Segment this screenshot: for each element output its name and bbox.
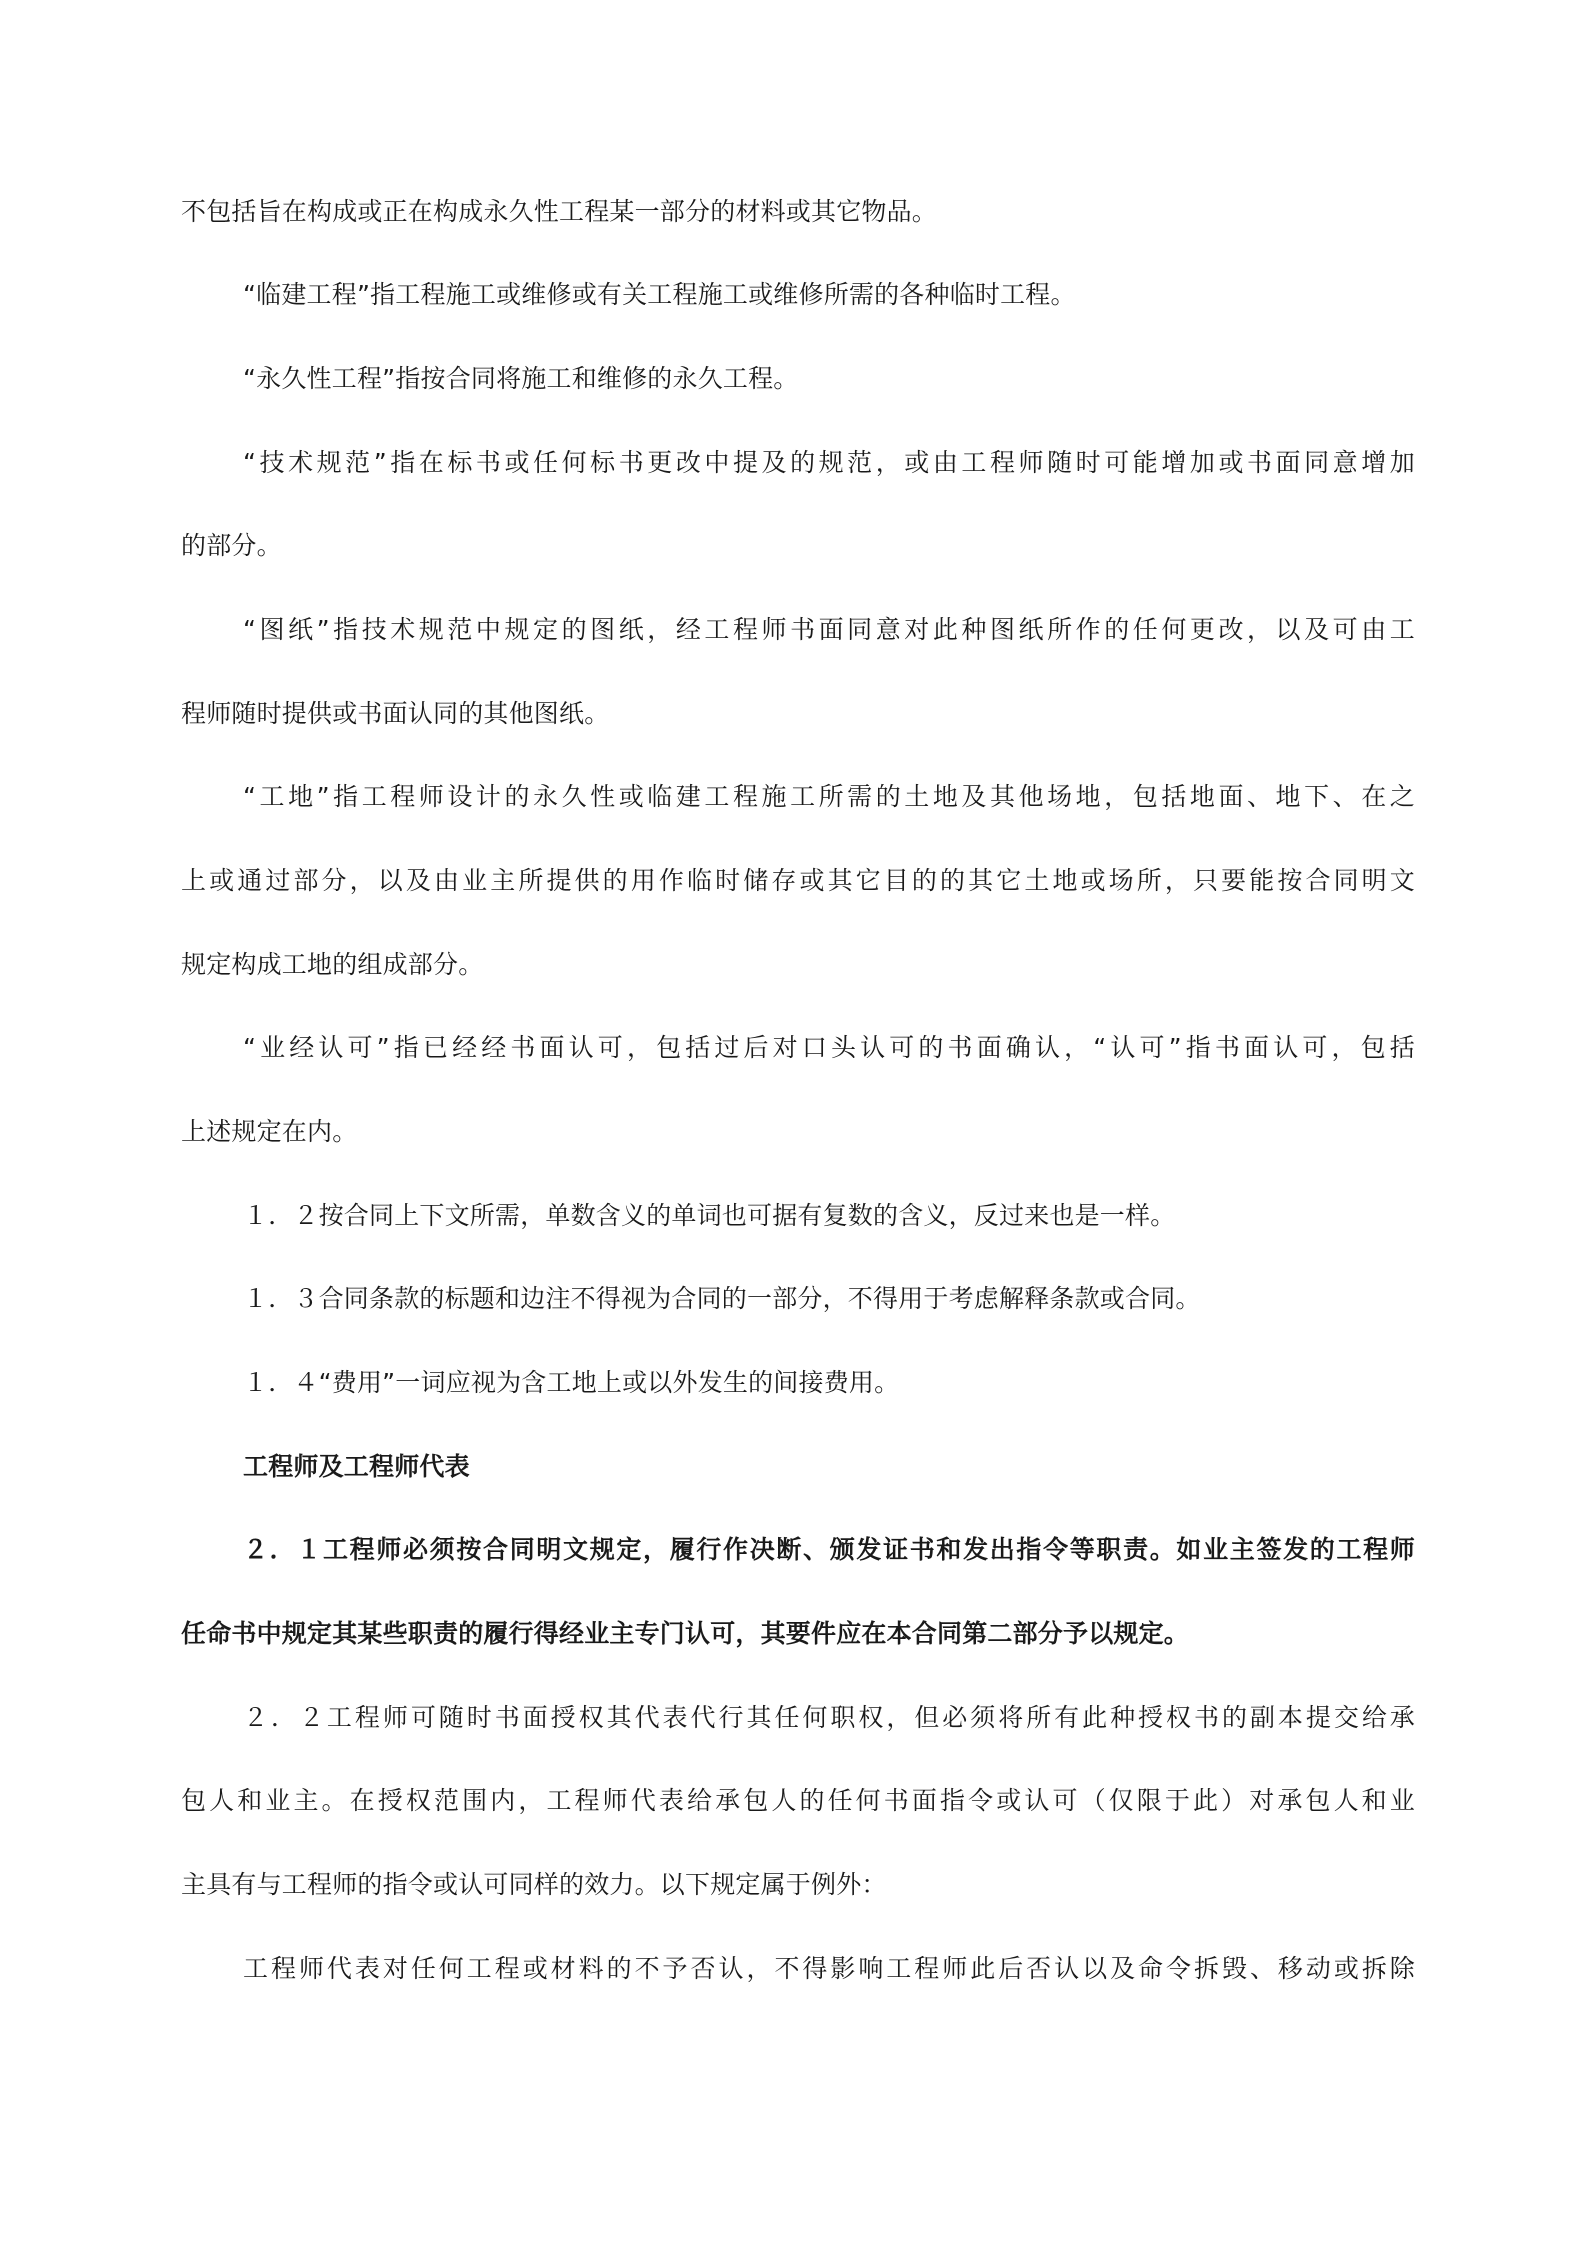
text-line: 程师随时提供或书面认同的其他图纸。 xyxy=(181,699,610,728)
clause-2-1: ２．１工程师必须按合同明文规定，履行作决断、颁发证书和发出指令等职责。如业主签发的工程师 xyxy=(243,1535,1415,1564)
text-line: 不包括旨在构成或正在构成永久性工程某一部分的材料或其它物品。 xyxy=(181,197,938,226)
text-line: 工程师代表对任何工程或材料的不予否认，不得影响工程师此后否认以及命令拆毁、移动或拆除 xyxy=(243,1954,1415,1983)
definition-temporary-works: “临建工程”指工程施工或维修或有关工程施工或维修所需的各种临时工程。 xyxy=(243,280,1076,309)
clause-2-2: ２．２工程师可随时书面授权其代表代行其任何职权，但必须将所有此种授权书的副本提交给承 xyxy=(243,1703,1415,1732)
text-line: 任命书中规定其某些职责的履行得经业主专门认可，其要件应在本合同第二部分予以规定。 xyxy=(181,1619,1190,1648)
text-line: 规定构成工地的组成部分。 xyxy=(181,950,484,979)
definition-site: “工地”指工程师设计的永久性或临建工程施工所需的土地及其他场地，包括地面、地下、在之 xyxy=(243,782,1415,811)
clause-1-2: １．２按合同上下文所需，单数含义的单词也可据有复数的含义，反过来也是一样。 xyxy=(243,1201,1176,1230)
definition-approved: “业经认可”指已经经书面认可，包括过后对口头认可的书面确认，“认可”指书面认可，包括 xyxy=(243,1033,1415,1062)
definition-permanent-works: “永久性工程”指按合同将施工和维修的永久工程。 xyxy=(243,364,799,393)
text-line: 的部分。 xyxy=(181,531,282,560)
definition-specification: “技术规范”指在标书或任何标书更改中提及的规范，或由工程师随时可能增加或书面同意增加 xyxy=(243,448,1415,477)
text-line: 上或通过部分，以及由业主所提供的用作临时储存或其它目的的其它土地或场所，只要能按合同明文 xyxy=(181,866,1415,895)
text-line: 主具有与工程师的指令或认可同样的效力。以下规定属于例外： xyxy=(181,1870,887,1899)
section-heading: 工程师及工程师代表 xyxy=(243,1452,470,1481)
clause-1-3: １．３合同条款的标题和边注不得视为合同的一部分，不得用于考虑解释条款或合同。 xyxy=(243,1284,1201,1313)
text-line: 上述规定在内。 xyxy=(181,1117,358,1146)
clause-1-4: １．４“费用”一词应视为含工地上或以外发生的间接费用。 xyxy=(243,1368,900,1397)
definition-drawings: “图纸”指技术规范中规定的图纸，经工程师书面同意对此种图纸所作的任何更改，以及可由工 xyxy=(243,615,1415,644)
text-line: 包人和业主。在授权范围内，工程师代表给承包人的任何书面指令或认可（仅限于此）对承包人和业 xyxy=(181,1786,1415,1815)
